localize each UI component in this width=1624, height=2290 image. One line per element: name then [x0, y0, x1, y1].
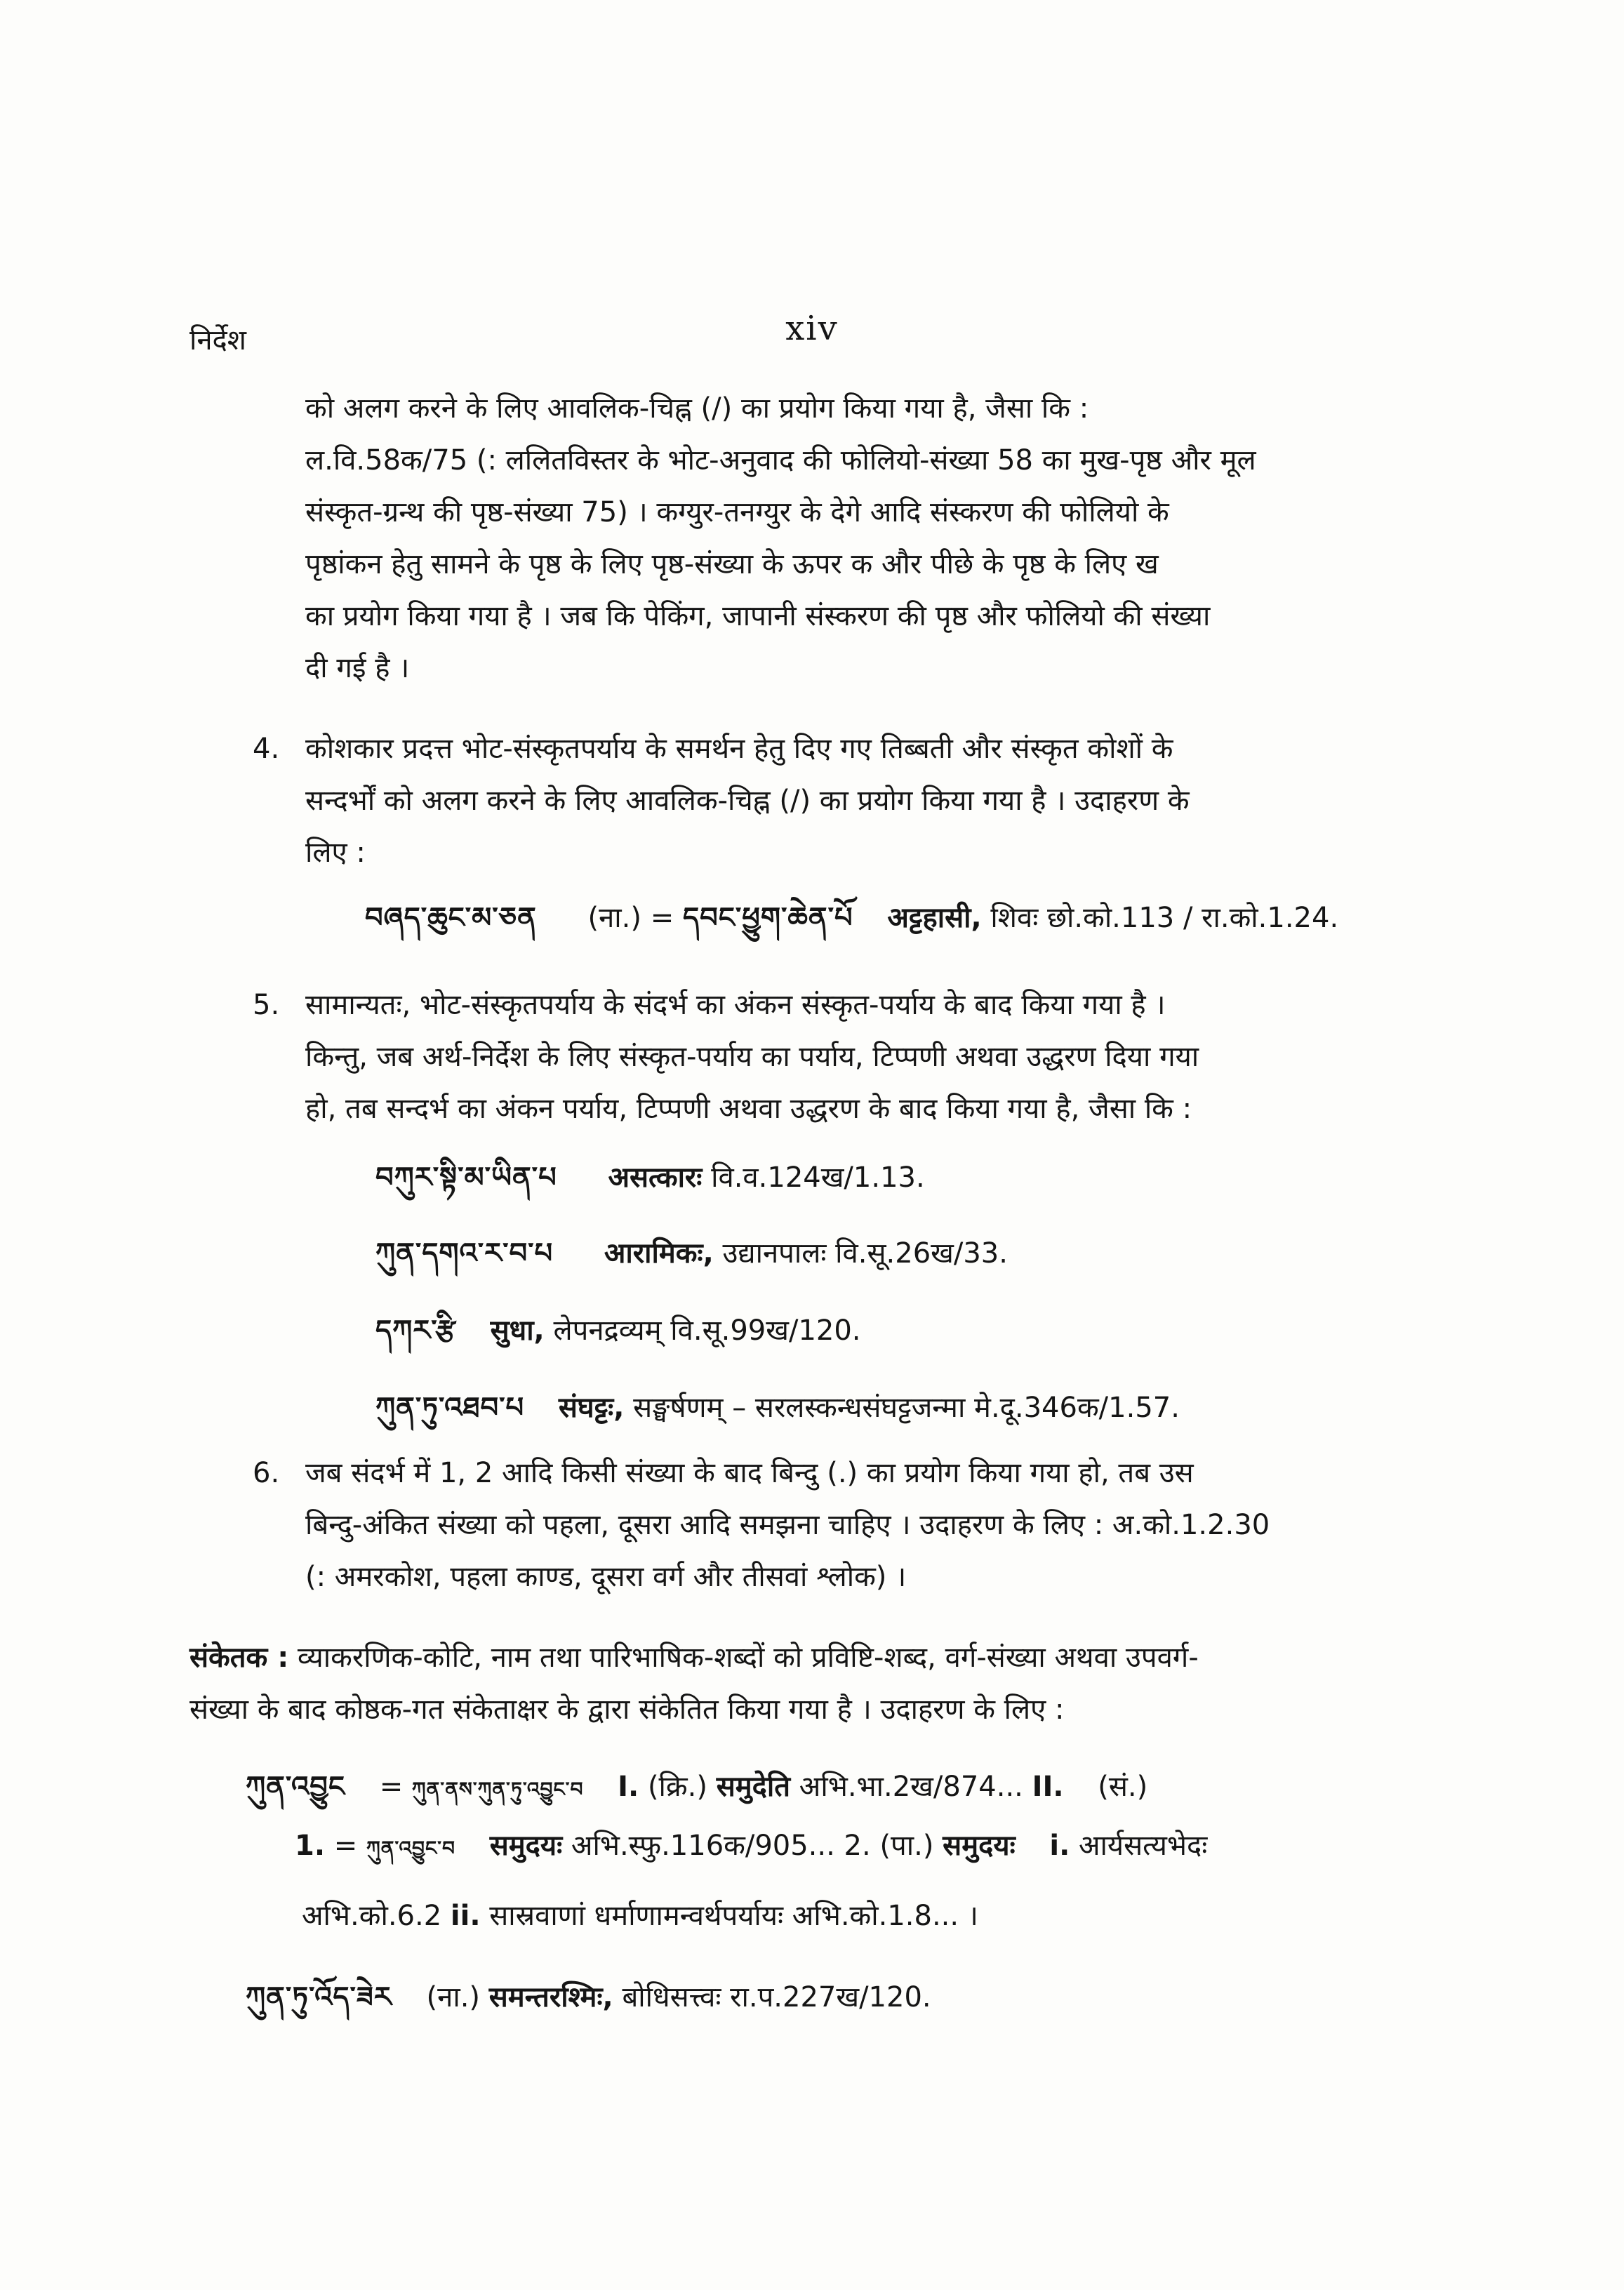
tibetan-headword: བཞད་ཆུང་མ་ཅན: [365, 902, 537, 934]
reference-text: वि.व.124ख/1.13.: [711, 1161, 925, 1194]
reference-text: सङ्घर्षणम् – सरलस्कन्धसंघट्टजन्मा मे.दू.346क/1.57.: [633, 1392, 1180, 1424]
text-line: दी गई है ।: [305, 652, 410, 684]
sanskrit-equivalent: समुदयः: [489, 1830, 563, 1862]
tibetan-gloss: ཀུན་འབྱུང་བ: [366, 1837, 455, 1860]
grammar-tag: (सं.): [1098, 1771, 1148, 1803]
reference-text: उद्यानपालः वि.सू.26ख/33.: [722, 1237, 1008, 1270]
text-line: ल.वि.58क/75 (: ललितविस्तर के भोट-अनुवाद की फोलियो-संख्या 58 का मुख-पृष्ठ और मूल: [305, 444, 1256, 477]
grammar-tag: (ना.): [426, 1981, 481, 2013]
example-entry: [375, 1221, 1008, 1300]
tibetan-headword: ཀུན་འབྱུང: [246, 1771, 345, 1803]
sense-number: 1.: [295, 1830, 326, 1862]
legend-example-2: [246, 1965, 931, 2044]
equals-sign: =: [333, 1830, 358, 1862]
item-number: 4.: [253, 733, 280, 765]
legend-paragraph: [189, 1632, 1477, 1736]
grammar-tag: (क्रि.): [647, 1771, 707, 1803]
legend-text: व्याकरणिक-कोटि, नाम तथा पारिभाषिक-शब्दों को प्रविष्टि-शब्द, वर्ग-संख्या अथवा उपवर्ग-: [297, 1642, 1199, 1674]
list-item-5: [253, 979, 1477, 1135]
reference-text: बोधिसत्त्वः रा.प.227ख/120.: [622, 1981, 931, 2013]
text-line: का प्रयोग किया गया है । जब कि पेकिंग, जापानी संस्करण की पृष्ठ और फोलियो की संख्या: [305, 600, 1211, 632]
tibetan-headword: ཀུན་དགའ་ར་བ་པ: [375, 1237, 554, 1270]
list-item-6: [253, 1447, 1477, 1603]
text-line: पृष्ठांकन हेतु सामने के पृष्ठ के लिए पृष्ठ-संख्या के ऊपर क और पीछे के पृष्ठ के लिए ख: [305, 548, 1159, 580]
text-line: सन्दर्भों को अलग करने के लिए आवलिक-चिह्न (/) का प्रयोग किया गया है । उदाहरण के: [305, 785, 1190, 817]
reference-text: अभि.भा.2ख/874...: [799, 1771, 1023, 1803]
reference-text: शिवः छो.को.113 / रा.को.1.24.: [990, 902, 1339, 934]
sanskrit-equivalent: समुदेति: [716, 1771, 791, 1803]
sanskrit-equivalent: समन्तरश्मिः,: [488, 1981, 613, 2013]
reference-text: आर्यसत्यभेदः: [1079, 1830, 1208, 1862]
text-line: कोशकार प्रदत्त भोट-संस्कृतपर्याय के समर्थन हेतु दिए गए तिब्बती और संस्कृत कोशों के: [305, 733, 1173, 765]
text-line: बिन्दु-अंकित संख्या को पहला, दूसरा आदि समझना चाहिए । उदाहरण के लिए : अ.को.1.2.30: [305, 1509, 1270, 1541]
sanskrit-equivalent: आरामिकः,: [604, 1237, 714, 1270]
roman-numeral: II.: [1032, 1771, 1064, 1803]
legend-example-1-line-2: [295, 1825, 1207, 1882]
text-line: संस्कृत-ग्रन्थ की पृष्ठ-संख्या 75) । कग्युर-तनग्युर के देगे आदि संस्करण की फोलियो के: [305, 496, 1169, 528]
legend-term: संकेतक :: [189, 1642, 289, 1674]
tibetan-headword: བཀུར་སྟི་མ་ཡིན་པ: [375, 1161, 557, 1194]
reference-text: लेपनद्रव्यम् वि.सू.99ख/120.: [553, 1314, 861, 1347]
text-line: लिए :: [305, 837, 366, 869]
list-item-4: [253, 723, 1477, 879]
tibetan-headword: དཀར་རྩི: [375, 1314, 456, 1347]
text-line: संख्या के बाद कोष्ठक-गत संकेताक्षर के द्वारा संकेतित किया गया है । उदाहरण के लिए :: [189, 1693, 1065, 1726]
example-entry: [365, 886, 1338, 965]
tibetan-gloss: དབང་ཕྱུག་ཆེན་པོ: [682, 902, 853, 934]
sense-number: 2.: [844, 1830, 871, 1862]
text-line: जब संदर्भ में 1, 2 आदि किसी संख्या के बाद बिन्दु (.) का प्रयोग किया गया हो, तब उस: [305, 1457, 1194, 1489]
text-line: (: अमरकोश, पहला काण्ड, दूसरा वर्ग और तीसवां श्लोक) ।: [305, 1561, 907, 1593]
example-entry: [375, 1145, 925, 1225]
running-head: निर्देश: [189, 324, 246, 357]
text-line: [189, 1632, 1477, 1684]
intro-paragraph: [305, 382, 1474, 694]
legend-example-1-line-3: [302, 1895, 978, 1933]
item-number: 6.: [253, 1457, 280, 1489]
grammar-tag: (ना.): [587, 902, 641, 934]
text-line: को अलग करने के लिए आवलिक-चिह्न (/) का प्रयोग किया गया है, जैसा कि :: [305, 392, 1089, 425]
equals-sign: =: [650, 902, 674, 934]
reference-text: अभि.को.6.2: [302, 1900, 442, 1932]
example-entry: [375, 1376, 1180, 1455]
roman-numeral: ii.: [450, 1900, 481, 1932]
text-line: सामान्यतः, भोट-संस्कृतपर्याय के संदर्भ का अंकन संस्कृत-पर्याय के बाद किया गया है ।: [305, 989, 1166, 1021]
tibetan-headword: ཀུན་ཏུ་འོད་ཟེར: [246, 1981, 392, 2013]
text-line: किन्तु, जब अर्थ-निर्देश के लिए संस्कृत-पर्याय का पर्याय, टिप्पणी अथवा उद्धरण दिया गया: [305, 1041, 1199, 1073]
grammar-tag: (पा.): [879, 1830, 934, 1862]
example-entry: [375, 1298, 861, 1378]
text-line: हो, तब सन्दर्भ का अंकन पर्याय, टिप्पणी अथवा उद्धरण के बाद किया गया है, जैसा कि :: [305, 1093, 1192, 1125]
tibetan-headword: ཀུན་ཏུ་འཐབ་པ: [375, 1392, 525, 1424]
sanskrit-equivalent: समुदयः: [943, 1830, 1016, 1862]
equals-sign: =: [379, 1771, 404, 1803]
sanskrit-equivalent: सुधा,: [490, 1314, 545, 1347]
tibetan-gloss: ཀུན་ནས་ཀུན་ཏུ་འབྱུང་བ: [411, 1778, 584, 1801]
reference-text: सास्रवाणां धर्माणामन्वर्थपर्यायः अभि.को.1.8... ।: [489, 1900, 978, 1932]
sanskrit-equivalent: संघट्टः,: [558, 1392, 625, 1424]
legend-example-1: [246, 1755, 1147, 1834]
roman-numeral: i.: [1049, 1830, 1070, 1862]
reference-text: अभि.स्फु.116क/905...: [571, 1830, 835, 1862]
roman-numeral: I.: [618, 1771, 639, 1803]
page-number: xiv: [785, 309, 839, 348]
item-number: 5.: [253, 989, 280, 1021]
sanskrit-equivalent: अट्टहासी,: [887, 902, 982, 934]
sanskrit-equivalent: असत्कारः: [608, 1161, 703, 1194]
